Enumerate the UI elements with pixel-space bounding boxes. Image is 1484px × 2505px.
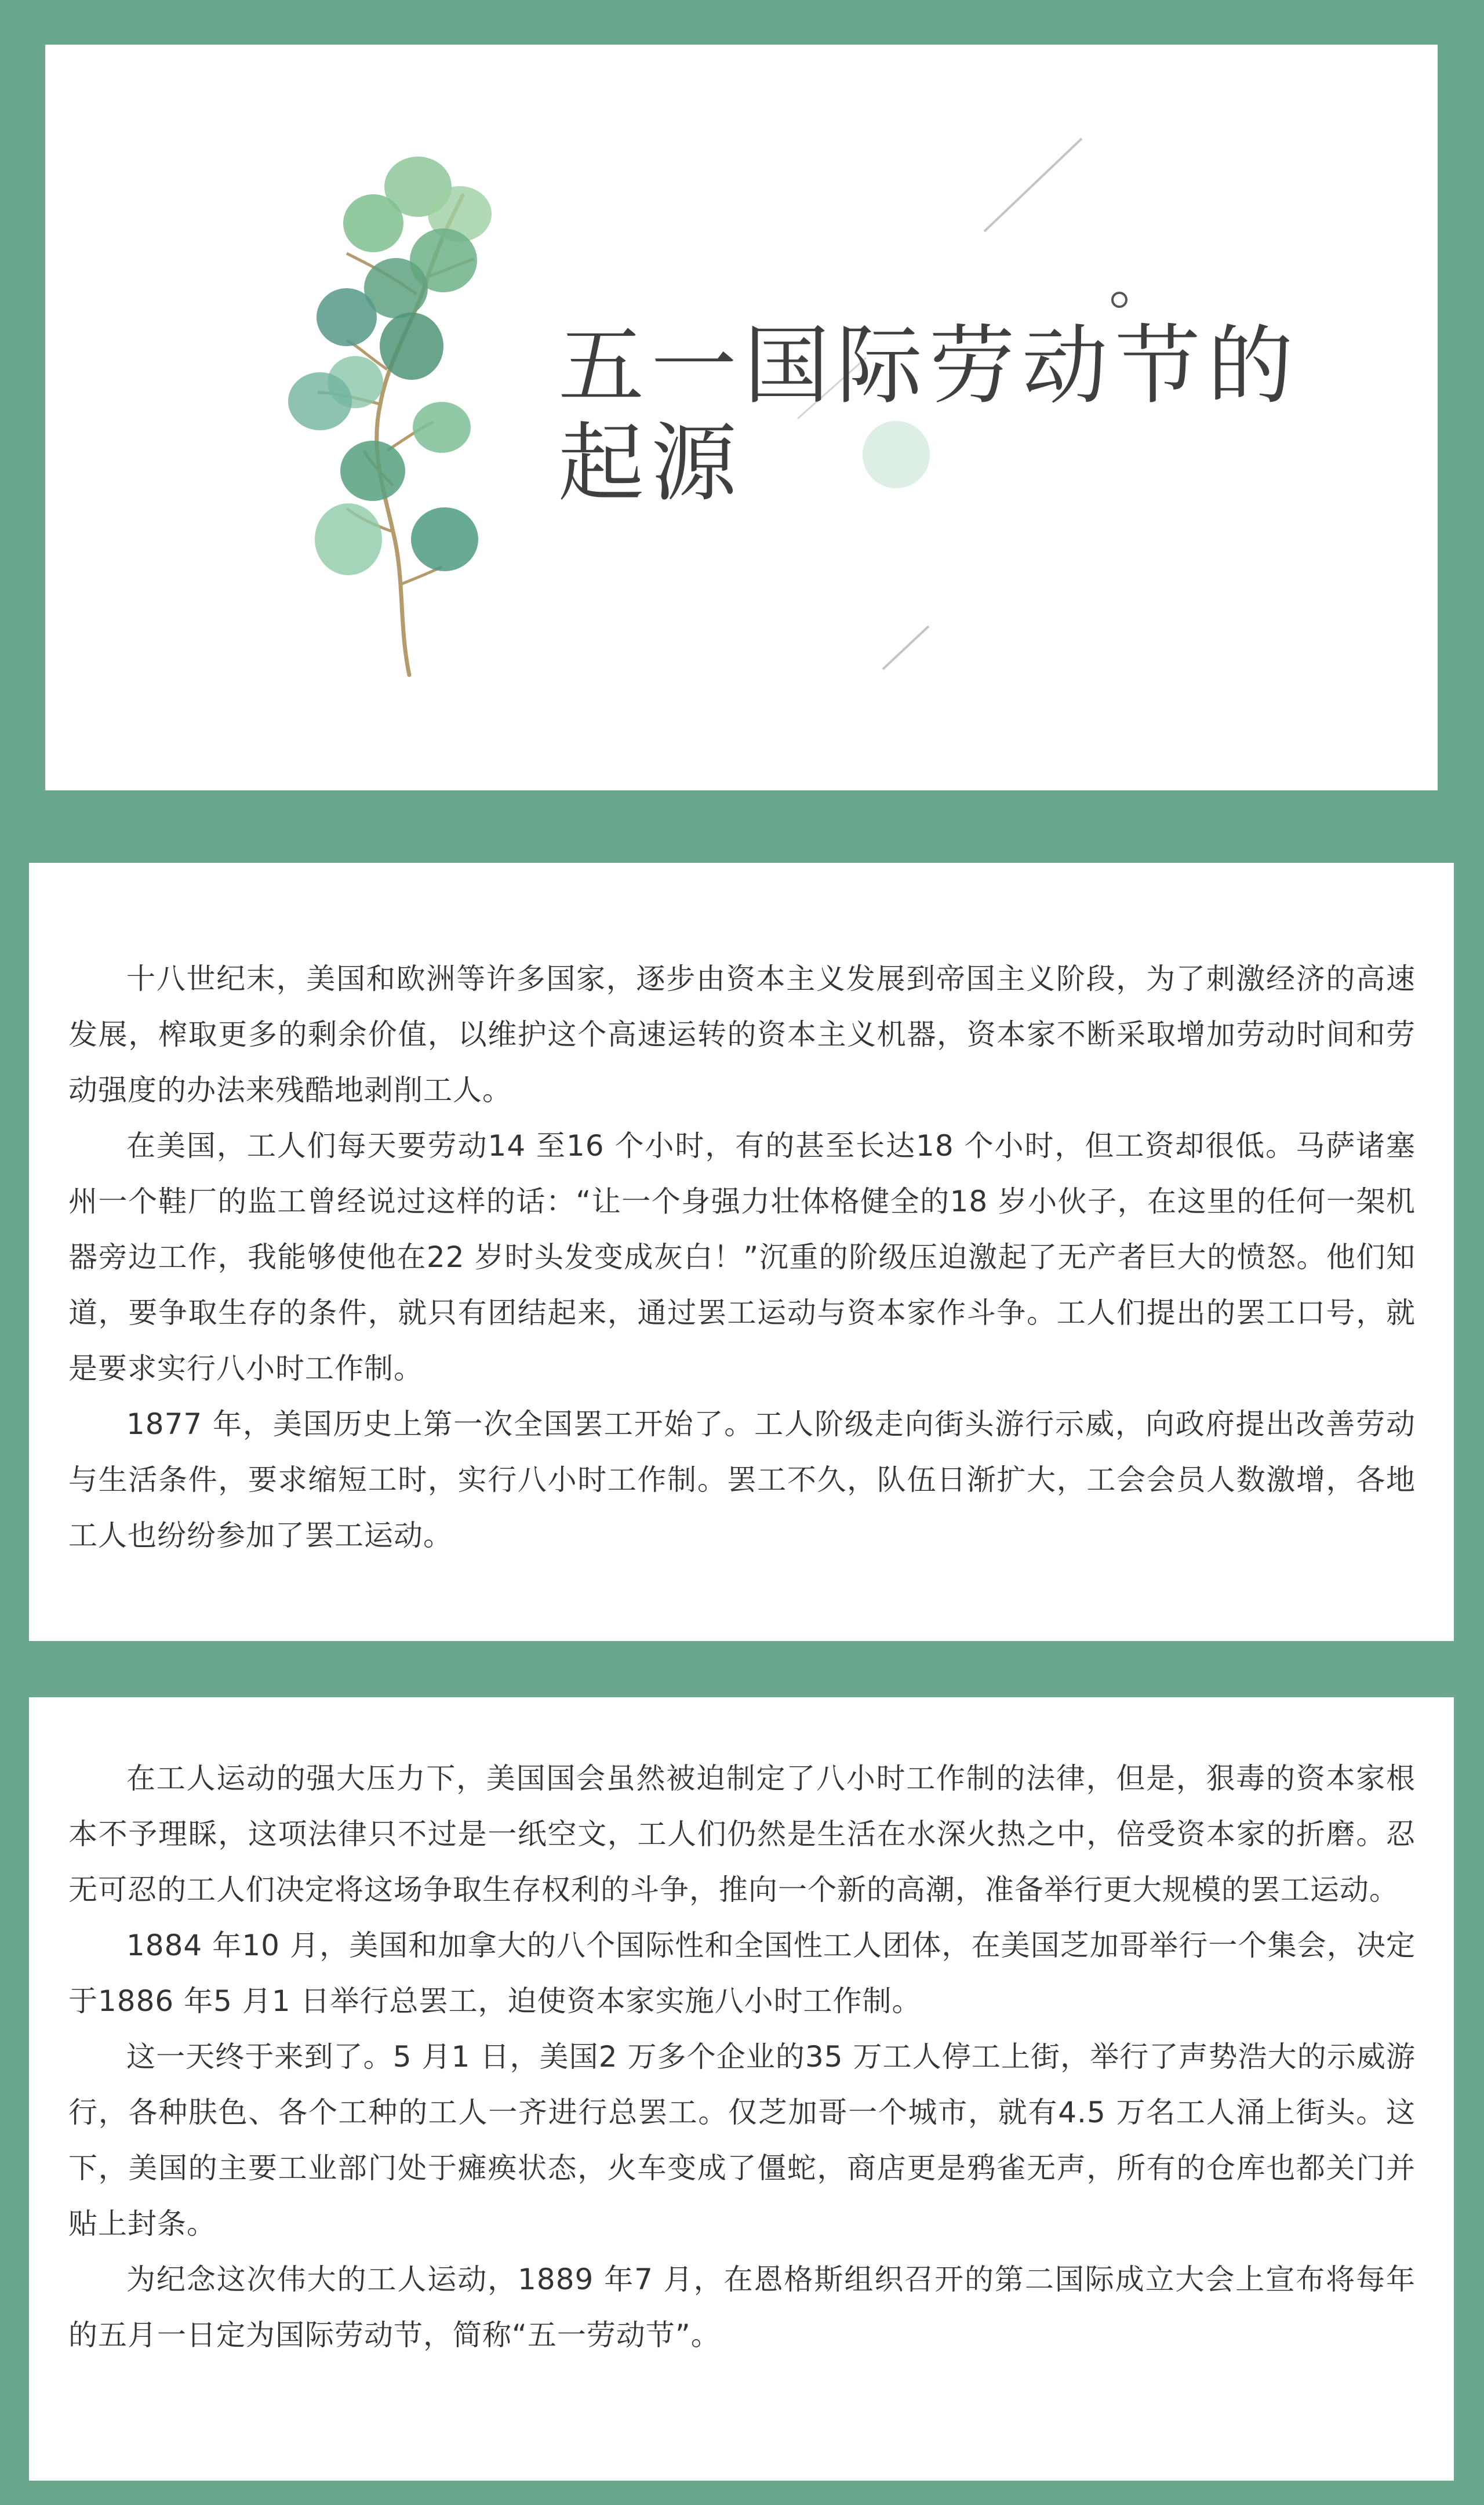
deco-ring	[1112, 293, 1126, 307]
paragraph: 1884 年10 月，美国和加拿大的八个国际性和全国性工人团体，在美国芝加哥举行一个集会，决定于1886 年5 月1 日举行总罢工，迫使资本家实施八小时工作制。	[68, 1929, 1416, 2018]
paragraph: 为纪念这次伟大的工人运动，1889 年7 月，在恩格斯组织召开的第二国际成立大会上宣布将每年的五月一日定为国际劳动节，简称“五一劳动节”。	[68, 2263, 1416, 2352]
title-line-2: 起源	[558, 413, 744, 513]
deco-line-top	[984, 139, 1082, 231]
eucalyptus-branch-icon	[288, 157, 492, 675]
paragraph: 在工人运动的强大压力下，美国国会虽然被迫制定了八小时工作制的法律，但是，狠毒的资本家根本不予理睬，这项法律只不过是一纸空文，工人们仍然是生活在水深火热之中，倍受资本家的折磨。忍无可忍的工人们决定将这场争取生存权利的斗争，推向一个新的高潮，准备举行更大规模的罢工运动。	[68, 1762, 1416, 1907]
section-1-text	[68, 951, 1416, 1563]
page-title	[558, 317, 1393, 512]
title-line-1: 五一国际劳动节的	[558, 316, 1300, 416]
paragraph: 这一天终于来到了。5 月1 日，美国2 万多个企业的35 万工人停工上街，举行了声势浩大的示威游行，各种肤色、各个工种的工人一齐进行总罢工。仅芝加哥一个城市，就有4.5 万名工人涌上街头。这下，美国的主要工业部门处于瘫痪状态，火车变成了僵蛇，商店更是鸦雀无声，所有的仓库也都关门并贴上封条。	[68, 2040, 1416, 2241]
section-card-2	[29, 1697, 1454, 2481]
paragraph: 在美国，工人们每天要劳动14 至16 个小时，有的甚至长达18 个小时，但工资却很低。马萨诸塞州一个鞋厂的监工曾经说过这样的话：“让一个身强力壮体格健全的18 岁小伙子，在这里的任何一架机器旁边工作，我能够使他在22 岁时头发变成灰白！”沉重的阶级压迫激起了无产者巨大的愤怒。他们知道，要争取生存的条件，就只有团结起来，通过罢工运动与资本家作斗争。工人们提出的罢工口号，就是要求实行八小时工作制。	[68, 1129, 1416, 1385]
cover-panel	[45, 45, 1438, 790]
section-card-1	[29, 863, 1454, 1641]
deco-line-bottom	[883, 626, 929, 669]
section-2-text	[68, 1751, 1416, 2363]
paragraph: 十八世纪末，美国和欧洲等许多国家，逐步由资本主义发展到帝国主义阶段，为了刺激经济的高速发展，榨取更多的剩余价值，以维护这个高速运转的资本主义机器，资本家不断采取增加劳动时间和劳动强度的办法来残酷地剥削工人。	[68, 962, 1416, 1107]
paragraph: 1877 年，美国历史上第一次全国罢工开始了。工人阶级走向街头游行示威，向政府提出改善劳动与生活条件，要求缩短工时，实行八小时工作制。罢工不久，队伍日渐扩大，工会会员人数激增，各地工人也纷纷参加了罢工运动。	[68, 1407, 1416, 1552]
